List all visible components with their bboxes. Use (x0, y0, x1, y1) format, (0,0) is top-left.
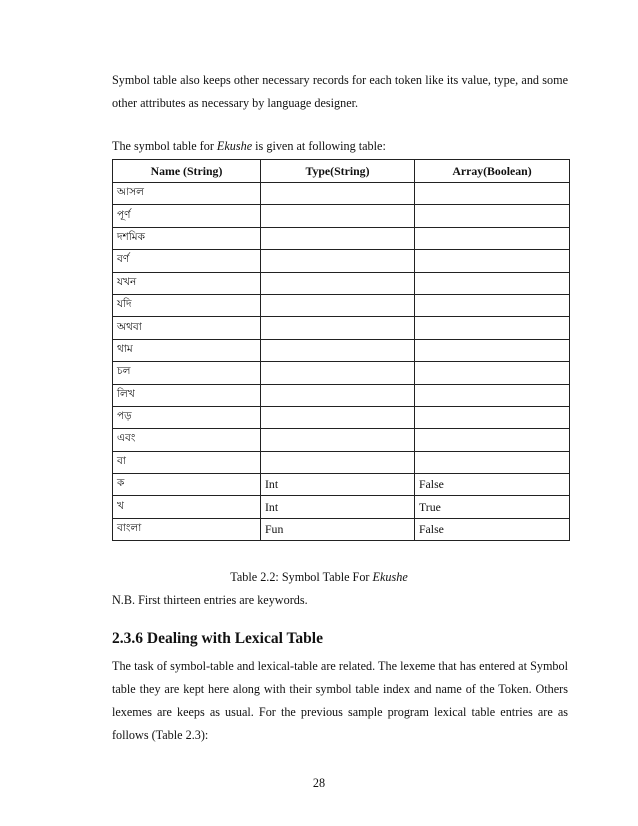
cell-array (415, 362, 570, 384)
cell-type (261, 183, 415, 205)
cell-name: দশমিক (113, 227, 261, 249)
caption-language-name: Ekushe (372, 570, 408, 584)
cell-name: অথবা (113, 317, 261, 339)
cell-type (261, 362, 415, 384)
paragraph-symbol-records: Symbol table also keeps other necessary records for each token like its value, type, and some other attributes as necessary by language designer. (112, 73, 568, 110)
keyword-note: N.B. First thirteen entries are keywords. (112, 593, 308, 607)
cell-name: খ (113, 496, 261, 518)
table-header-row (113, 160, 570, 183)
table-row (113, 518, 570, 540)
table-row (113, 474, 570, 496)
cell-name: যদি (113, 294, 261, 316)
cell-type (261, 406, 415, 428)
cell-type (261, 339, 415, 361)
cell-array (415, 272, 570, 294)
cell-array (415, 317, 570, 339)
cell-array: False (415, 474, 570, 496)
table-row (113, 250, 570, 272)
table-row (113, 362, 570, 384)
cell-array: False (415, 518, 570, 540)
column-header-name: Name (String) (113, 160, 261, 183)
table-row (113, 384, 570, 406)
column-header-type: Type(String) (261, 160, 415, 183)
cell-name: পড় (113, 406, 261, 428)
table-row (113, 317, 570, 339)
cell-type (261, 451, 415, 473)
cell-array: True (415, 496, 570, 518)
cell-array (415, 384, 570, 406)
cell-name: আসল (113, 183, 261, 205)
cell-array (415, 406, 570, 428)
section-heading: 2.3.6 Dealing with Lexical Table (112, 630, 323, 647)
cell-array (415, 429, 570, 451)
cell-name: চল (113, 362, 261, 384)
cell-array (415, 250, 570, 272)
symbol-table (112, 159, 570, 541)
cell-array (415, 205, 570, 227)
table-row (113, 496, 570, 518)
cell-array (415, 451, 570, 473)
caption-text: Table 2.2: Symbol Table For (230, 570, 373, 584)
paragraph-table-intro (112, 135, 568, 158)
cell-name: থাম (113, 339, 261, 361)
cell-array (415, 294, 570, 316)
cell-type (261, 227, 415, 249)
cell-type: Int (261, 474, 415, 496)
table-row (113, 429, 570, 451)
cell-name: লিখ (113, 384, 261, 406)
cell-type (261, 272, 415, 294)
cell-name: যখন (113, 272, 261, 294)
paragraph-lexical-table: The task of symbol-table and lexical-table are related. The lexeme that has entered at Symbol table they are kept here along with their symbol table index and name of the Token. Others lexemes are keeps as usual. For the previous sample program lexical table entries are as follows (Table 2.3): (112, 659, 568, 742)
cell-type (261, 429, 415, 451)
table-caption (0, 567, 638, 587)
cell-array (415, 183, 570, 205)
intro-language-name: Ekushe (216, 139, 253, 153)
cell-type (261, 384, 415, 406)
intro-text-after: is given at following table: (252, 139, 386, 153)
cell-name: এবং (113, 429, 261, 451)
table-row (113, 272, 570, 294)
table-body (113, 183, 570, 541)
column-header-array: Array(Boolean) (415, 160, 570, 183)
page-number: 28 (312, 776, 326, 790)
cell-type (261, 205, 415, 227)
cell-name: ক (113, 474, 261, 496)
table-row (113, 205, 570, 227)
cell-array (415, 227, 570, 249)
table-row (113, 406, 570, 428)
cell-type (261, 317, 415, 339)
cell-type: Int (261, 496, 415, 518)
intro-text-before: The symbol table for (112, 139, 217, 153)
table-row (113, 227, 570, 249)
table-row (113, 183, 570, 205)
cell-name: বাংলা (113, 518, 261, 540)
table-row (113, 294, 570, 316)
cell-type (261, 294, 415, 316)
cell-type: Fun (261, 518, 415, 540)
cell-name: বর্ণ (113, 250, 261, 272)
cell-name: পূর্ণ (113, 205, 261, 227)
cell-name: বা (113, 451, 261, 473)
table-row (113, 451, 570, 473)
cell-type (261, 250, 415, 272)
cell-array (415, 339, 570, 361)
table-row (113, 339, 570, 361)
